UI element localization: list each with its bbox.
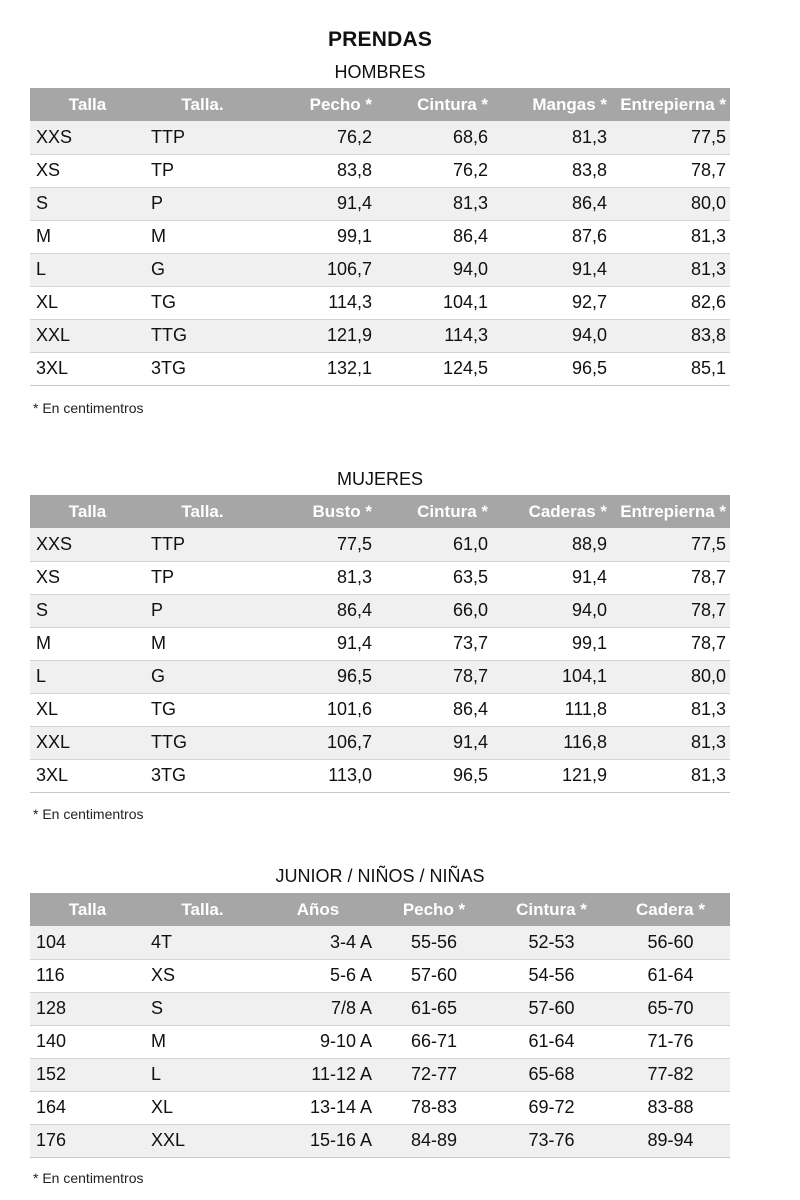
table-cell: 80,0 [611, 660, 730, 693]
table-cell: P [145, 187, 260, 220]
table-cell: G [145, 253, 260, 286]
table-row [30, 992, 730, 1025]
table-cell: XS [30, 561, 145, 594]
table-cell: 132,1 [260, 352, 376, 385]
table-cell: M [145, 220, 260, 253]
table-cell: L [145, 1058, 260, 1091]
footnote-mujeres: * En centimentros [33, 806, 144, 822]
table-cell: 94,0 [492, 594, 611, 627]
column-header: Talla. [145, 88, 260, 121]
table-cell: 66,0 [376, 594, 492, 627]
table-cell: 86,4 [376, 220, 492, 253]
column-header: Busto * [260, 495, 376, 528]
section-title-junior: JUNIOR / NIÑOS / NIÑAS [275, 866, 485, 886]
table-row [30, 959, 730, 992]
table-row [30, 187, 730, 220]
table-cell: XXS [30, 121, 145, 154]
table-cell: 88,9 [492, 528, 611, 561]
column-header: Talla. [145, 893, 260, 926]
column-header: Cintura * [376, 495, 492, 528]
table-cell: 77,5 [260, 528, 376, 561]
column-header: Entrepierna * [611, 88, 730, 121]
table-cell: 92,7 [492, 286, 611, 319]
table-cell: 140 [30, 1025, 145, 1058]
table-cell: 81,3 [611, 759, 730, 792]
table-cell: 80,0 [611, 187, 730, 220]
table-cell: L [30, 253, 145, 286]
table-cell: 3TG [145, 352, 260, 385]
table-cell: S [30, 594, 145, 627]
table-cell: TG [145, 693, 260, 726]
table-cell: 65-68 [492, 1058, 611, 1091]
table-cell: 77,5 [611, 121, 730, 154]
table-cell: 57-60 [376, 959, 492, 992]
column-header: Talla [30, 88, 145, 121]
table-row [30, 121, 730, 154]
column-header: Cadera * [611, 893, 730, 926]
column-header: Talla [30, 893, 145, 926]
table-cell: P [145, 594, 260, 627]
table-header-row [30, 893, 730, 926]
table-cell: 71-76 [611, 1025, 730, 1058]
table-row [30, 759, 730, 792]
table-cell: XXL [30, 726, 145, 759]
table-cell: XXL [30, 319, 145, 352]
table-row [30, 561, 730, 594]
table-cell: 77,5 [611, 528, 730, 561]
table-row [30, 528, 730, 561]
table-cell: 81,3 [260, 561, 376, 594]
column-header: Pecho * [376, 893, 492, 926]
table-cell: S [30, 187, 145, 220]
table-cell: 99,1 [260, 220, 376, 253]
table-cell: 78,7 [611, 594, 730, 627]
table-cell: 94,0 [376, 253, 492, 286]
table-cell: 106,7 [260, 726, 376, 759]
table-row [30, 594, 730, 627]
footnote-hombres: * En centimentros [33, 400, 144, 416]
table-cell: TP [145, 154, 260, 187]
table-row [30, 693, 730, 726]
column-header: Mangas * [492, 88, 611, 121]
table-cell: 91,4 [260, 627, 376, 660]
table-cell: 78,7 [611, 561, 730, 594]
table-junior [30, 893, 730, 1158]
table-cell: XS [30, 154, 145, 187]
table-cell: 83,8 [492, 154, 611, 187]
table-cell: XXL [145, 1124, 260, 1157]
table-row [30, 1124, 730, 1157]
table-cell: 73,7 [376, 627, 492, 660]
section-title-mujeres: MUJERES [336, 469, 423, 489]
table-cell: 54-56 [492, 959, 611, 992]
table-cell: 81,3 [492, 121, 611, 154]
table-header-row [30, 88, 730, 121]
table-cell: 7/8 A [260, 992, 376, 1025]
table-cell: 78-83 [376, 1091, 492, 1124]
table-cell: 15-16 A [260, 1124, 376, 1157]
column-header: Cintura * [492, 893, 611, 926]
table-cell: 3-4 A [260, 926, 376, 959]
table-cell: 57-60 [492, 992, 611, 1025]
table-cell: TG [145, 286, 260, 319]
table-cell: 86,4 [492, 187, 611, 220]
column-header: Entrepierna * [611, 495, 730, 528]
table-cell: 81,3 [376, 187, 492, 220]
table-cell: 61-64 [492, 1025, 611, 1058]
table-cell: S [145, 992, 260, 1025]
table-cell: 104,1 [492, 660, 611, 693]
table-row [30, 926, 730, 959]
table-cell: M [145, 627, 260, 660]
table-cell: 99,1 [492, 627, 611, 660]
table-cell: 68,6 [376, 121, 492, 154]
table-cell: 73-76 [492, 1124, 611, 1157]
table-hombres [30, 88, 730, 386]
table-cell: 86,4 [260, 594, 376, 627]
table-cell: XL [30, 693, 145, 726]
table-cell: 61-64 [611, 959, 730, 992]
table-cell: 13-14 A [260, 1091, 376, 1124]
table-cell: 128 [30, 992, 145, 1025]
table-cell: 84-89 [376, 1124, 492, 1157]
table-cell: 106,7 [260, 253, 376, 286]
table-cell: 52-53 [492, 926, 611, 959]
table-cell: M [30, 627, 145, 660]
column-header: Años [260, 893, 376, 926]
table-cell: XL [145, 1091, 260, 1124]
column-header: Caderas * [492, 495, 611, 528]
table-cell: 78,7 [611, 154, 730, 187]
table-cell: TTP [145, 121, 260, 154]
table-cell: 81,3 [611, 220, 730, 253]
table-row [30, 1091, 730, 1124]
table-cell: 3XL [30, 352, 145, 385]
page-title: PRENDAS [327, 28, 433, 51]
table-cell: 61,0 [376, 528, 492, 561]
table-cell: 55-56 [376, 926, 492, 959]
table-cell: 104 [30, 926, 145, 959]
table-cell: 83,8 [611, 319, 730, 352]
table-cell: 81,3 [611, 726, 730, 759]
table-cell: 121,9 [260, 319, 376, 352]
table-cell: 76,2 [260, 121, 376, 154]
table-cell: 82,6 [611, 286, 730, 319]
table-cell: M [30, 220, 145, 253]
table-cell: 3TG [145, 759, 260, 792]
table-cell: 81,3 [611, 253, 730, 286]
table-cell: 83,8 [260, 154, 376, 187]
section-title-hombres: HOMBRES [334, 62, 426, 82]
table-row [30, 352, 730, 385]
table-cell: TTP [145, 528, 260, 561]
table-cell: 11-12 A [260, 1058, 376, 1091]
table-row [30, 253, 730, 286]
table-cell: 89-94 [611, 1124, 730, 1157]
table-row [30, 726, 730, 759]
table-cell: 81,3 [611, 693, 730, 726]
table-cell: TTG [145, 319, 260, 352]
table-cell: 91,4 [492, 561, 611, 594]
table-cell: 78,7 [376, 660, 492, 693]
table-cell: 121,9 [492, 759, 611, 792]
table-cell: 83-88 [611, 1091, 730, 1124]
table-row [30, 627, 730, 660]
table-row [30, 286, 730, 319]
table-cell: 3XL [30, 759, 145, 792]
table-cell: 77-82 [611, 1058, 730, 1091]
table-cell: 91,4 [376, 726, 492, 759]
column-header: Pecho * [260, 88, 376, 121]
table-cell: 96,5 [376, 759, 492, 792]
table-cell: 116 [30, 959, 145, 992]
table-cell: 78,7 [611, 627, 730, 660]
table-cell: 63,5 [376, 561, 492, 594]
table-row [30, 660, 730, 693]
table-row [30, 1058, 730, 1091]
table-cell: 96,5 [260, 660, 376, 693]
table-cell: M [145, 1025, 260, 1058]
table-cell: 86,4 [376, 693, 492, 726]
table-cell: 114,3 [260, 286, 376, 319]
table-cell: 56-60 [611, 926, 730, 959]
table-cell: 114,3 [376, 319, 492, 352]
column-header: Cintura * [376, 88, 492, 121]
table-mujeres [30, 495, 730, 793]
table-row [30, 154, 730, 187]
table-cell: 91,4 [492, 253, 611, 286]
table-cell: 101,6 [260, 693, 376, 726]
table-cell: 91,4 [260, 187, 376, 220]
table-cell: 4T [145, 926, 260, 959]
table-row [30, 319, 730, 352]
table-cell: TTG [145, 726, 260, 759]
table-row [30, 1025, 730, 1058]
table-cell: 87,6 [492, 220, 611, 253]
table-header-row [30, 495, 730, 528]
table-cell: 61-65 [376, 992, 492, 1025]
footnote-junior: * En centimentros [33, 1170, 144, 1186]
table-cell: 152 [30, 1058, 145, 1091]
column-header: Talla [30, 495, 145, 528]
table-cell: 176 [30, 1124, 145, 1157]
column-header: Talla. [145, 495, 260, 528]
table-cell: 85,1 [611, 352, 730, 385]
table-cell: 9-10 A [260, 1025, 376, 1058]
table-cell: 111,8 [492, 693, 611, 726]
table-cell: XS [145, 959, 260, 992]
table-cell: L [30, 660, 145, 693]
table-cell: 113,0 [260, 759, 376, 792]
table-cell: 94,0 [492, 319, 611, 352]
table-cell: TP [145, 561, 260, 594]
table-row [30, 220, 730, 253]
table-cell: 116,8 [492, 726, 611, 759]
table-cell: 164 [30, 1091, 145, 1124]
table-cell: 5-6 A [260, 959, 376, 992]
table-cell: 96,5 [492, 352, 611, 385]
table-cell: 72-77 [376, 1058, 492, 1091]
table-cell: XXS [30, 528, 145, 561]
table-cell: G [145, 660, 260, 693]
table-cell: 69-72 [492, 1091, 611, 1124]
table-cell: 124,5 [376, 352, 492, 385]
table-cell: 65-70 [611, 992, 730, 1025]
table-cell: 76,2 [376, 154, 492, 187]
table-cell: XL [30, 286, 145, 319]
table-cell: 104,1 [376, 286, 492, 319]
table-cell: 66-71 [376, 1025, 492, 1058]
